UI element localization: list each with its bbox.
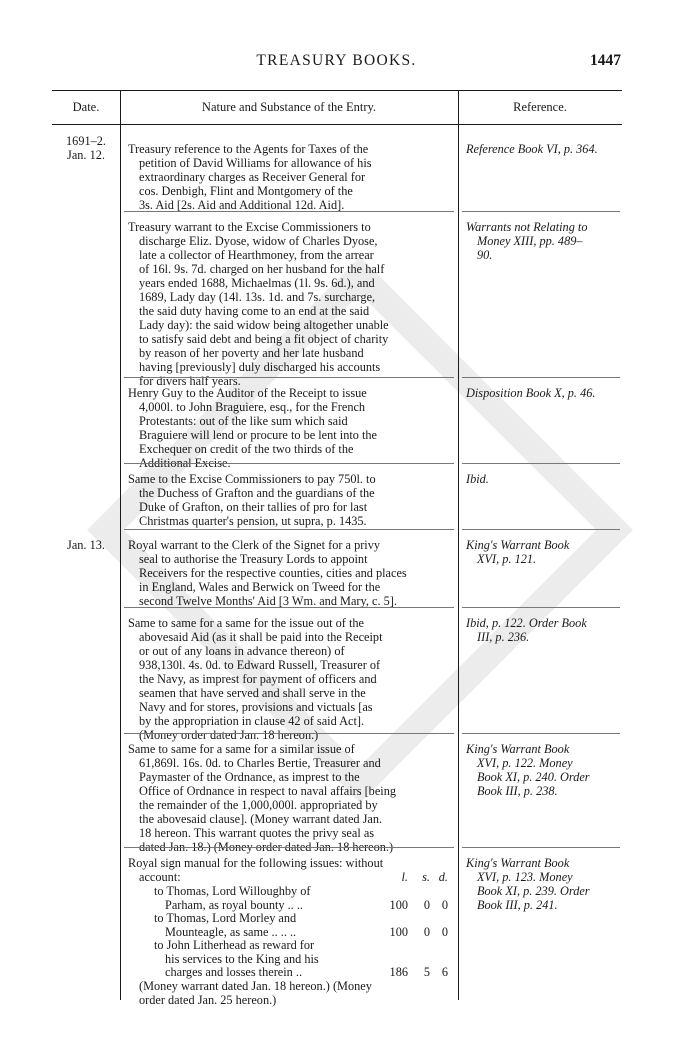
- entry-separator: [124, 733, 454, 734]
- entry-line: in England, Wales and Berwick on Tweed for the: [139, 580, 381, 594]
- entry-line: abovesaid Aid (as it shall be paid into the Receipt: [139, 630, 383, 644]
- issue-line: his services to the King and his: [165, 951, 319, 966]
- entry-text: [128, 856, 450, 1007]
- entry-line: the remainder of the 1,000,000l. appropriated by: [139, 798, 378, 812]
- entry-line: Paymaster of the Ordnance, as imprest to the: [139, 770, 360, 784]
- entry-reference: [466, 742, 622, 798]
- entry-reference: [466, 472, 622, 486]
- entry-reference: [466, 142, 622, 156]
- entry-line: Lady day): the said widow being altogether unable: [139, 318, 389, 332]
- entry-line: by reason of her poverty and her late husband: [139, 346, 364, 360]
- entry-line: seamen that have served and shall serve in the: [139, 686, 366, 700]
- entry-text: [128, 220, 450, 388]
- page-number: 1447: [590, 52, 621, 69]
- entry-line: Royal sign manual for the following issues: without: [128, 856, 384, 870]
- entry-line: Protestants: out of the like sum which said: [139, 414, 348, 428]
- entry-line: second Twelve Months' Aid [3 Wm. and Mary, c. 5].: [139, 594, 397, 608]
- running-title: TREASURY BOOKS.: [256, 52, 417, 69]
- entry-line: the said duty having come to an end at the said: [139, 304, 370, 318]
- reference-line: Reference Book VI, p. 364.: [466, 142, 598, 156]
- issue-item: [128, 911, 450, 938]
- entry-text: [128, 472, 450, 528]
- reference-separator: [462, 211, 620, 212]
- issue-line: to Thomas, Lord Willoughby of: [154, 884, 311, 898]
- reference-line: King's Warrant Book: [466, 538, 570, 552]
- table-top-rule: [52, 90, 622, 91]
- amount-l: 186: [389, 965, 408, 979]
- reference-line: Warrants not Relating to: [466, 220, 588, 234]
- entry-line: Duke of Grafton, on their tallies of pro for last: [139, 500, 368, 514]
- issue-line: to John Litherhead as reward for: [154, 938, 315, 952]
- amount-l: 100: [389, 897, 408, 912]
- issue-line: charges and losses therein .. 186 5 6: [165, 965, 448, 979]
- entry-line: the abovesaid clause]. (Money warrant dated Jan.: [139, 812, 383, 826]
- amount-l: 100: [389, 924, 408, 939]
- column-divider-date: [120, 90, 121, 1000]
- entry-reference: [466, 856, 622, 912]
- entry-date: [56, 134, 116, 162]
- money-head-s: s.: [422, 870, 430, 884]
- entry-tail-line: order dated Jan. 25 hereon.): [139, 992, 277, 1007]
- entry-line: Treasury warrant to the Excise Commissioners to: [128, 220, 371, 234]
- issue-line: Mounteagle, as same .. .. .. 100 0 0: [165, 924, 448, 939]
- entry-line: Henry Guy to the Auditor of the Receipt to issue: [128, 386, 367, 400]
- entry-line: Same to same for a same for the issue out of the: [128, 616, 364, 630]
- entry-line: Treasury reference to the Agents for Taxes of the: [128, 142, 369, 156]
- entry-line: Same to same for a same for a similar issue of: [128, 742, 355, 756]
- entry-line: discharge Eliz. Dyose, widow of Charles Dyose,: [139, 234, 378, 248]
- reference-line: 90.: [477, 248, 493, 262]
- entry-text: [128, 142, 450, 212]
- reference-line: Money XIII, pp. 489–: [477, 234, 583, 248]
- entry-reference: [466, 220, 622, 262]
- entry-line: the Navy, as imprest for payment of officers and: [139, 672, 377, 686]
- column-header-nature: Nature and Substance of the Entry.: [201, 100, 377, 114]
- entry-line: Additional Excise.: [139, 456, 231, 470]
- reference-line: Book III, p. 238.: [477, 784, 558, 798]
- entry-line: years ended 1688, Michaelmas (1l. 9s. 6d.), and: [139, 276, 375, 290]
- entry-line: Royal warrant to the Clerk of the Signet for a privy: [128, 538, 381, 552]
- amount-d: 6: [441, 965, 448, 979]
- amount-d: 0: [441, 924, 448, 939]
- entry-reference: [466, 616, 622, 644]
- entry-line: Receivers for the respective counties, cities and places: [139, 566, 407, 580]
- amount-d: 0: [441, 897, 448, 912]
- reference-line: III, p. 236.: [477, 630, 530, 644]
- entry-line: the Duchess of Grafton and the guardians of the: [139, 486, 375, 500]
- entry-line: of 16l. 9s. 7d. charged on her husband for the half: [139, 262, 385, 276]
- entry-separator: [124, 847, 454, 848]
- entry-line: late a collector of Hearthmoney, from the arrear: [139, 248, 374, 262]
- entry-line: seal to authorise the Treasury Lords to appoint: [139, 552, 368, 566]
- entry-text: [128, 616, 450, 742]
- entry-line: (Money order dated Jan. 18 hereon.): [139, 728, 319, 742]
- entry-line: cos. Denbigh, Flint and Montgomery of the: [139, 184, 353, 198]
- entry-line: petition of David Williams for allowance of his: [139, 156, 372, 170]
- entry-line: Christmas quarter's pension, ut supra, p. 1435.: [139, 514, 367, 528]
- entry-line: Same to the Excise Commissioners to pay 750l. to: [128, 472, 376, 486]
- reference-separator: [462, 847, 620, 848]
- reference-line: King's Warrant Book: [466, 856, 570, 870]
- table-header-rule: [52, 124, 622, 125]
- entry-reference: [466, 386, 622, 400]
- reference-line: Book III, p. 241.: [477, 898, 558, 912]
- entry-line: 4,000l. to John Braguiere, esq., for the French: [139, 400, 366, 414]
- amount-s: 0: [423, 924, 430, 939]
- running-head: [0, 52, 673, 74]
- entry-line: extraordinary charges as Receiver General for: [139, 170, 366, 184]
- entry-line: Braguiere will lend or procure to be lent into the: [139, 428, 378, 442]
- issue-item: [128, 884, 450, 911]
- reference-line: Ibid, p. 122. Order Book: [466, 616, 587, 630]
- entry-line: account:: [139, 870, 181, 884]
- entry-separator: [124, 463, 454, 464]
- reference-line: Book XI, p. 240. Order: [477, 770, 590, 784]
- reference-separator: [462, 463, 620, 464]
- entry-line: to satisfy said debt and being a fit object of charity: [139, 332, 389, 346]
- entry-line: 61,869l. 16s. 0d. to Charles Bertie, Treasurer and: [139, 756, 381, 770]
- reference-line: Ibid.: [466, 472, 489, 486]
- date-line: 1691–2.: [66, 134, 106, 148]
- entry-line: or out of any loans in advance thereon) of: [139, 644, 345, 658]
- entry-line: by the appropriation in clause 42 of said Act].: [139, 714, 365, 728]
- entry-separator: [124, 211, 454, 212]
- money-head-d: d.: [438, 870, 448, 884]
- column-header-date: Date.: [72, 100, 100, 114]
- reference-separator: [462, 377, 620, 378]
- issue-item: [128, 938, 450, 979]
- reference-line: Disposition Book X, p. 46.: [466, 386, 596, 400]
- entry-separator: [124, 607, 454, 608]
- issue-line: to Thomas, Lord Morley and: [154, 911, 297, 925]
- entry-line: Office of Ordnance in respect to naval affairs [being: [139, 784, 396, 798]
- entry-reference: [466, 538, 622, 566]
- entry-separator: [124, 529, 454, 530]
- date-line: Jan. 12.: [67, 148, 105, 162]
- entry-text: [128, 742, 450, 854]
- entry-line: for divers half years.: [139, 374, 241, 388]
- entry-line: 3s. Aid [2s. Aid and Additional 12d. Aid].: [139, 198, 345, 212]
- reference-line: XVI, p. 123. Money: [477, 870, 573, 884]
- reference-line: XVI, p. 122. Money: [477, 756, 573, 770]
- column-divider-reference: [458, 90, 459, 1000]
- entry-separator: [124, 377, 454, 378]
- entry-line: 1689, Lady day (14l. 13s. 1d. and 7s. surcharge,: [139, 290, 376, 304]
- reference-separator: [462, 607, 620, 608]
- money-head-l: l.: [401, 870, 408, 884]
- amount-s: 0: [423, 897, 430, 912]
- reference-line: XVI, p. 121.: [477, 552, 537, 566]
- entry-text: [128, 538, 450, 608]
- entry-line: having [previously] duly discharged his accounts: [139, 360, 381, 374]
- entry-line: Exchequer on credit of the two thirds of the: [139, 442, 354, 456]
- reference-separator: [462, 529, 620, 530]
- column-header-reference: Reference.: [513, 100, 567, 114]
- reference-line: Book XI, p. 239. Order: [477, 884, 590, 898]
- reference-separator: [462, 733, 620, 734]
- reference-line: King's Warrant Book: [466, 742, 570, 756]
- entry-tail-line: (Money warrant dated Jan. 18 hereon.) (Money: [139, 978, 372, 993]
- entry-line: Navy and for stores, provisions and victuals [as: [139, 700, 373, 714]
- date-line: Jan. 13.: [67, 538, 105, 552]
- amount-s: 5: [423, 965, 430, 979]
- entry-line: 938,130l. 4s. 0d. to Edward Russell, Treasurer of: [139, 658, 381, 672]
- issue-line: Parham, as royal bounty .. .. 100 0 0: [165, 897, 448, 912]
- entry-line: 18 hereon. This warrant quotes the privy seal as: [139, 826, 375, 840]
- entry-date: [56, 538, 116, 552]
- entry-text: [128, 386, 450, 470]
- entry-line: dated Jan. 18.) (Money order dated Jan. 18 hereon.): [139, 840, 394, 854]
